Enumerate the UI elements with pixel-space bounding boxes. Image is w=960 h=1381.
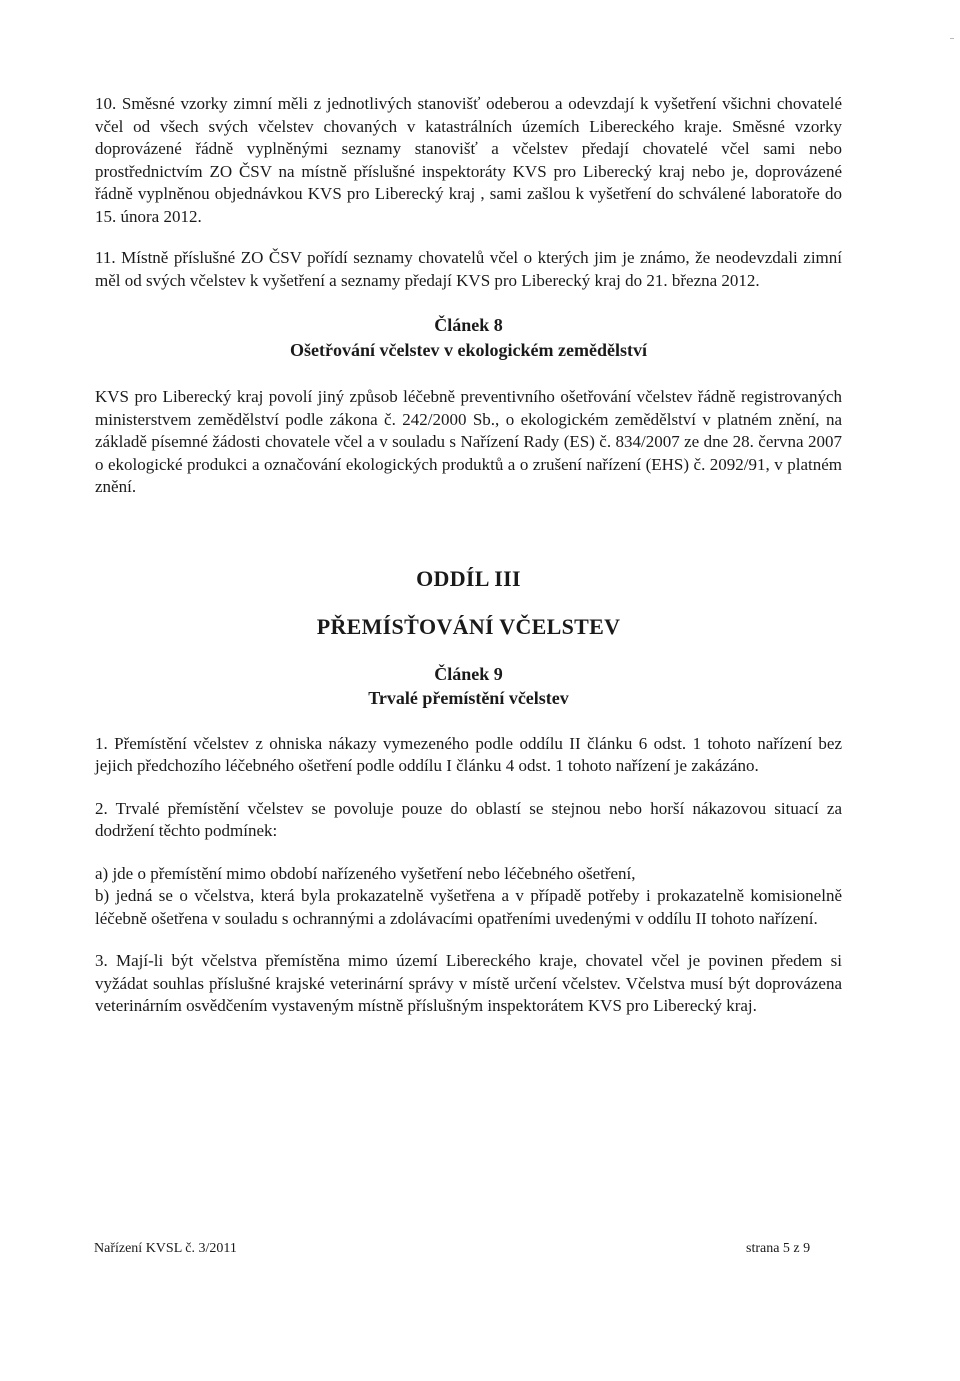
- article-8-heading: [95, 314, 842, 362]
- article-8-text: KVS pro Liberecký kraj povolí jiný způsob léčebně preventivního ošetřování včelstev řádně registrovaných ministerstvem zemědělství podle zákona č. 242/2000 Sb., o ekologickém zemědělství v platném znění, na základě písemné žádosti chovatele včel a v souladu s Nařízení Rady (ES) č. 834/2007 ze dne 28. června 2007 o ekologické produkci a označování ekologických produktů a o zrušení nařízení (EHS) č. 2092/91, v platném znění.: [95, 387, 842, 496]
- article-9-paragraph-2: 2. Trvalé přemístění včelstev se povoluje pouze do oblastí se stejnou nebo horší nákazovou situací za dodržení těchto podmínek:: [95, 798, 842, 840]
- scan-mark: [950, 38, 954, 39]
- article-9-number: Článek 9: [434, 663, 503, 684]
- article-9-title: Trvalé přemístění včelstev: [368, 687, 569, 708]
- article-9-heading: [95, 663, 842, 710]
- page-content: [95, 93, 842, 1018]
- article-9-paragraph-1: 1. Přemístění včelstev z ohniska nákazy vymezeného podle oddílu II článku 6 odst. 1 tohoto nařízení bez jejich předchozího léčebného ošetření podle oddílu I článku 4 odst. 1 tohoto nařízení je zakázáno.: [95, 733, 842, 775]
- article-9-item-a: a) jde o přemístění mimo období nařízeného vyšetření nebo léčebného ošetření,: [95, 863, 636, 883]
- footer-document-id: Nařízení KVSL č. 3/2011: [94, 1241, 237, 1256]
- paragraph-10: 10. Směsné vzorky zimní měli z jednotlivých stanovišť odeberou a odevzdají k vyšetření všichni chovatelé včel od všech svých včelstev chovaných v katastrálních územích Libereckého kraje. Směsné vzorky doprovázené řádně vyplněnými seznamy stanovišť a včelstev předají chovatelé včel sami nebo prostřednictvím ZO ČSV na místně příslušné inspektoráty KVS pro Liberecký kraj nebo je, doprovázené řádně vyplněnou objednávkou KVS pro Liberecký kraj , sami zašlou k vyšetření do schválené laboratoře do 15. února 2012.: [95, 94, 842, 226]
- section-title: PŘEMÍSŤOVÁNÍ VČELSTEV: [316, 613, 621, 639]
- article-9-item-b: b) jedná se o včelstva, která byla prokazatelně vyšetřena a v případě potřeby i prokazatelně komisionelně léčebně ošetřena v souladu s ochrannými a zdolávacími opatřeními uvedenými v oddílu II tohoto nařízení.: [95, 886, 842, 928]
- footer-page-number: strana 5 z 9: [746, 1241, 811, 1256]
- article-8-title: Ošetřování včelstev v ekologickém zemědělství: [290, 340, 647, 360]
- article-9-paragraph-3: 3. Mají-li být včelstva přemístěna mimo území Libereckého kraje, chovatel včel je povinen předem si vyžádat souhlas příslušné krajské veterinární správy v místě určení včelstev. Včelstva musí být doprovázena veterinárním osvědčením vystaveným místně příslušným inspektorátem KVS pro Liberecký kraj.: [95, 951, 842, 1015]
- article-8-number: Článek 8: [434, 315, 503, 335]
- paragraph-11: 11. Místně příslušné ZO ČSV pořídí seznamy chovatelů včel o kterých jim je známo, že neodevzdali zimní měl od svých včelstev k vyšetření a seznamy předají KVS pro Liberecký kraj do 21. března 2012.: [95, 248, 842, 290]
- section-heading: [95, 565, 842, 641]
- section-number: ODDÍL III: [416, 565, 521, 591]
